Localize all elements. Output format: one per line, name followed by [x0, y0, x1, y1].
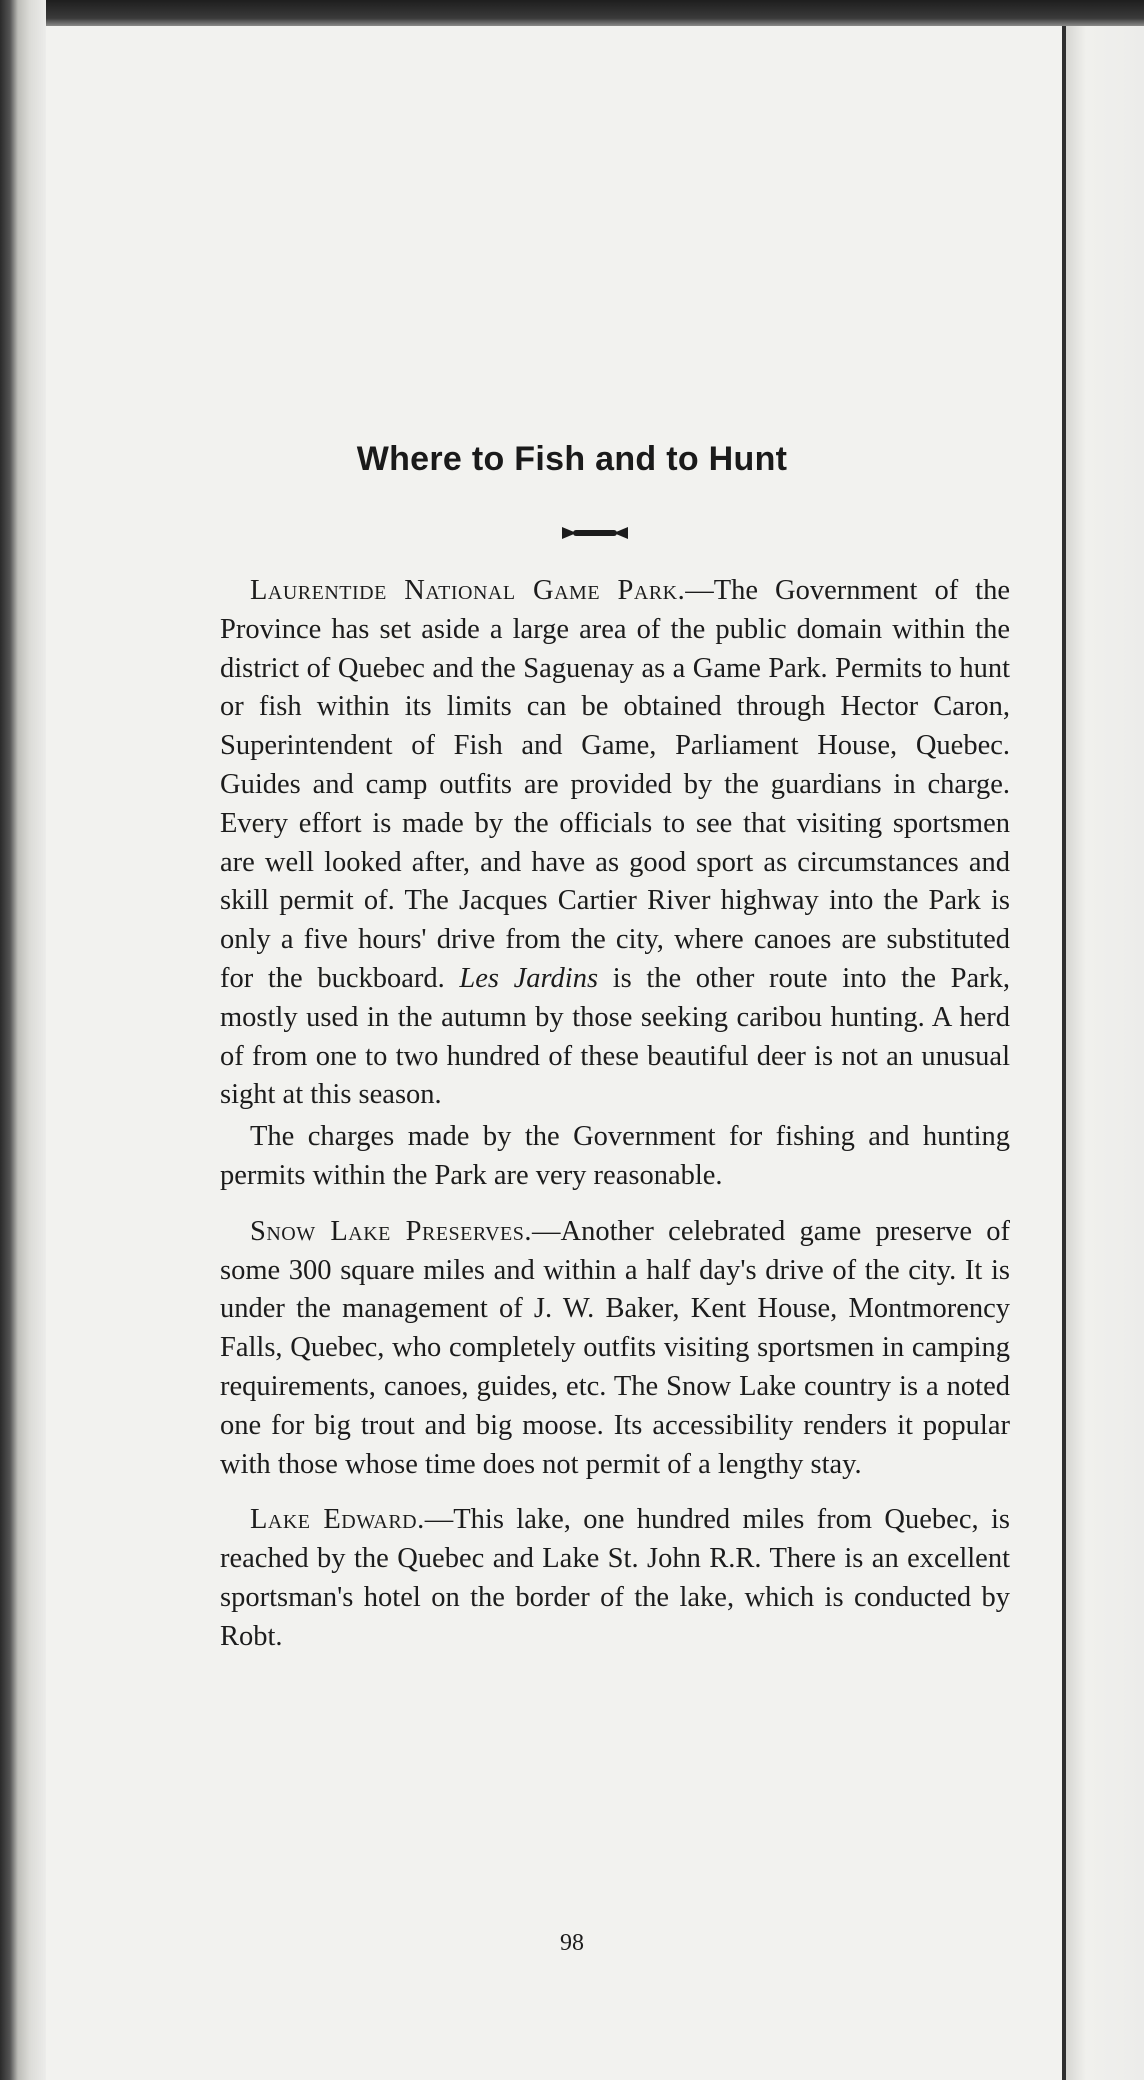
- facing-page-edge: [1066, 26, 1144, 2080]
- paragraph-text: —This lake, one hundred miles from Quebec, is reached by the Quebec and Lake St. John R.R. There is an excellent sportsman's hotel on the border of the lake, which is conducted by Robt.: [220, 1504, 1010, 1652]
- paragraph-text-continued: is the other route into the Park, mostly used in the autumn by those seeking caribou hunting. A herd of from one to two hundred of these beautiful deer is not an unusual sight at this season.: [220, 962, 1010, 1111]
- paragraph-lake-edward: [220, 1501, 1010, 1656]
- paragraph-text: The charges made by the Government for fishing and hunting permits within the Park are very reasonable.: [220, 1121, 1010, 1191]
- page-number: 98: [560, 1930, 584, 1956]
- section-lead-snow-lake: Snow Lake Preserves.: [250, 1215, 533, 1247]
- scan-top-edge: [0, 0, 1144, 26]
- section-lead-laurentide: Laurentide National Game Park.: [250, 575, 686, 606]
- paragraph-laurentide: [220, 572, 1010, 1115]
- paragraph-text: —The Government of the Province has set aside a large area of the public domain within the district of Quebec and the Saguenay as a Game Park. Permits to hunt or fish within its limits can be obtained through Hector Caron, Superintendent of Fish and Game, Parliament House, Quebec. Guides and camp outfits are provided by the guardians in charge. Every effort is made by the officials to see that visiting sportsmen are well looked after, and have as good sport as circumstances and skill permit of. The Jacques Cartier River highway into the Park is only a five hours' drive from the city, where canoes are substituted for the buckboard.: [220, 575, 1010, 994]
- paragraph-snow-lake: [220, 1213, 1010, 1485]
- section-lead-lake-edward: Lake Edward.: [250, 1504, 425, 1536]
- book-spine-shadow: [0, 0, 46, 2080]
- page-title: Where to Fish and to Hunt: [356, 440, 788, 478]
- paragraph-text: —Another celebrated game preserve of some 300 square miles and within a half day's drive of the city. It is under the management of J. W. Baker, Kent House, Montmorency Falls, Quebec, who completely outfits visiting sportsmen in camping requirements, canoes, guides, etc. The Snow Lake country is a noted one for big trout and big moose. Its accessibility renders it popular with those whose time does not permit of a lengthy stay.: [220, 1215, 1010, 1480]
- ornament-dash-icon: [562, 524, 628, 542]
- body-text: [220, 572, 1010, 1657]
- place-name-italic: Les Jardins: [459, 962, 599, 994]
- paragraph-charges: [220, 1118, 1010, 1196]
